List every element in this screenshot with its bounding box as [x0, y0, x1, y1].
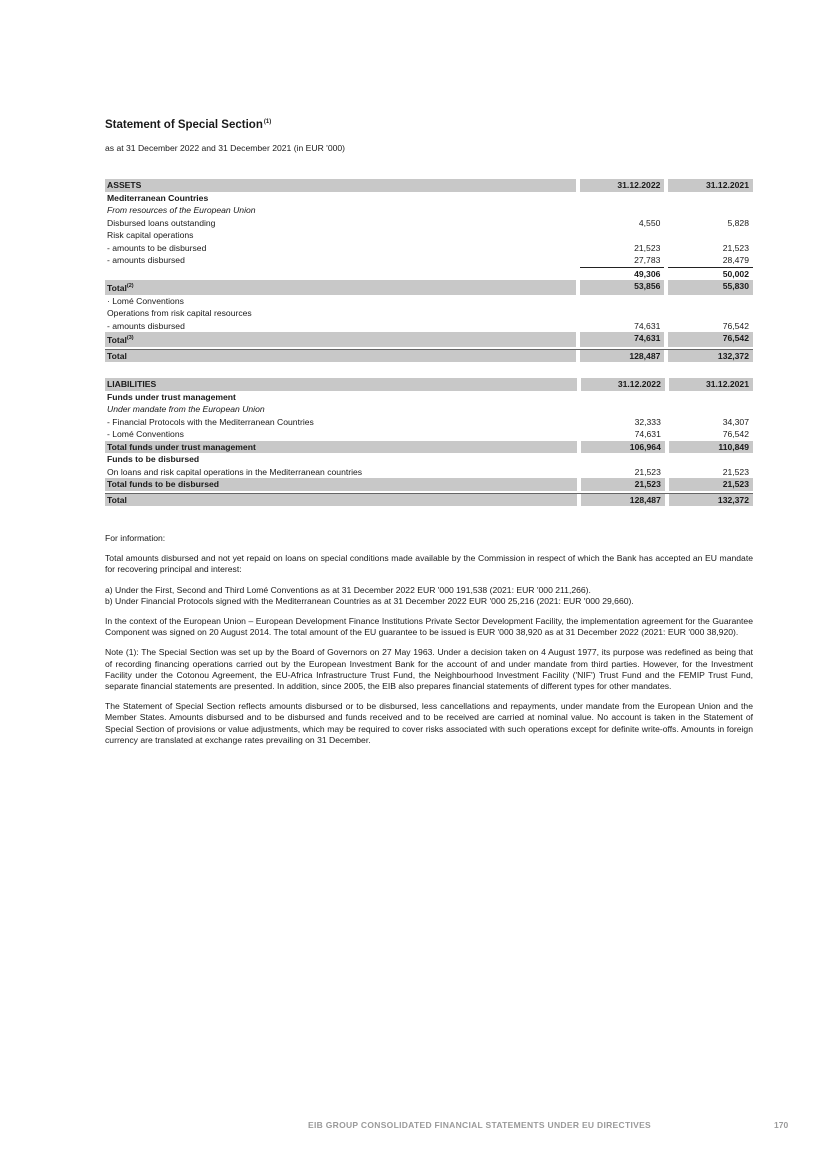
liabilities-row-label: - Lomé Conventions	[107, 429, 184, 439]
assets-row	[105, 295, 753, 308]
footer-title: EIB GROUP CONSOLIDATED FINANCIAL STATEMENTS UNDER EU DIRECTIVES	[308, 1120, 652, 1130]
assets-row-label: From resources of the European Union	[107, 205, 256, 215]
assets-row-value: 53,856	[580, 280, 665, 295]
assets-row-value	[580, 192, 665, 205]
note-text: The Statement of Special Section reflects amounts disbursed or to be disbursed, less cancellations and repayments, under mandate from the European Union and the Member States. Amounts disbursed and to be disbursed and funds received and to be received are carried at nominal value. No account is taken in the Statement of Special Section of provisions or value adjustments, which may be required to cover risks associated with such operations except for definite write-offs. Amounts in foreign currency are translated at exchange rates prevailing on 31 December.	[105, 701, 753, 745]
note-text: For information:	[105, 533, 166, 543]
liabilities-row-value: 21,523	[669, 478, 753, 491]
liabilities-row-label: Total funds to be disbursed	[105, 478, 577, 491]
assets-row	[105, 280, 753, 295]
liabilities-row-label: Total	[105, 493, 577, 506]
assets-row-value	[580, 307, 665, 320]
assets-row	[105, 242, 753, 255]
liabilities-row-label: On loans and risk capital operations in the Mediterranean countries	[107, 466, 363, 477]
note-text: Note (1): The Special Section was set up by the Board of Governors on 27 May 1963. Under a decision taken on 4 August 1977, its purpose was redefined as being that of recording financing operations carried out by the European Investment Bank for the account of and under mandate from third parties. However, for the Investment Facility under the Cotonou Agreement, the EU-Africa Infrastructure Trust Fund, the Neighbourhood Investment Facility ('NIF') Trust Fund and the FEMIP Trust Fund, separate financial statements are presented. In addition, since 2005, the EIB also prepares financial statements of different types for other mandates.	[105, 647, 753, 692]
assets-row	[105, 254, 753, 267]
assets-row-label: · Lomé Conventions	[107, 295, 184, 306]
assets-row-value: 4,550	[638, 217, 661, 228]
assets-row-value	[668, 295, 753, 308]
liabilities-row-value: 34,307	[722, 416, 749, 427]
assets-row-value: 28,479	[668, 254, 753, 267]
liabilities-row-value	[669, 403, 753, 416]
assets-row-label: Total	[105, 349, 576, 362]
liabilities-row-value: 21,523	[722, 466, 749, 477]
assets-row-value	[668, 307, 753, 320]
liabilities-row-label: Total funds under trust management	[105, 441, 577, 454]
note-text: Total amounts disbursed and not yet repaid on loans on special conditions made available by the Commission in respect of which the Bank has accepted an EU mandate for recovering principal and interest:	[105, 553, 753, 575]
liabilities-row-value: 74,631	[634, 429, 661, 439]
assets-row-label: Disbursed loans outstanding	[107, 217, 216, 228]
assets-row	[105, 307, 753, 320]
liabilities-row-value	[581, 391, 665, 404]
assets-row	[105, 204, 753, 217]
note-paragraph	[105, 616, 753, 638]
liabilities-table	[105, 378, 753, 506]
assets-row-value: 76,542	[668, 332, 753, 347]
assets-row	[105, 349, 753, 362]
liabilities-row	[105, 391, 753, 404]
note-paragraph	[105, 553, 753, 575]
liabilities-row-value	[581, 453, 665, 466]
assets-row-value: 55,830	[668, 280, 753, 295]
liabilities-row-label: Funds under trust management	[107, 391, 236, 402]
assets-row	[105, 332, 753, 347]
liabilities-row-label: Funds to be disbursed	[107, 454, 200, 464]
note-paragraph	[105, 647, 753, 692]
assets-row-label: Total$^{(3)}$	[105, 332, 576, 347]
assets-row	[105, 192, 753, 205]
assets-row	[105, 229, 753, 242]
page-number: 170	[774, 1120, 789, 1130]
note-text: a) Under the First, Second and Third Lomé Conventions as at 31 December 2022 EUR '000 191,538 (2021: EUR '000 211,266).	[105, 584, 591, 595]
assets-row-value: 5,828	[727, 217, 749, 228]
assets-row	[105, 267, 753, 280]
liabilities-row-value: 132,372	[669, 493, 753, 506]
assets-row-value	[668, 229, 753, 242]
liabilities-header-row	[105, 378, 753, 391]
liabilities-row-value: 128,487	[581, 493, 665, 506]
assets-header-cell: 31.12.2022	[580, 179, 665, 192]
assets-row-value	[580, 295, 665, 308]
liabilities-row-label: Under mandate from the European Union	[107, 404, 265, 414]
assets-row-value: 49,306	[634, 268, 661, 279]
note-paragraph	[105, 701, 753, 746]
assets-row	[105, 217, 753, 230]
liabilities-row	[105, 416, 753, 429]
liabilities-row-value: 106,964	[581, 441, 665, 454]
liabilities-header-cell: LIABILITIES	[105, 378, 577, 391]
liabilities-header-cell: 31.12.2022	[581, 378, 665, 391]
assets-row-value: 74,631	[580, 332, 665, 347]
assets-row-value	[668, 192, 753, 205]
liabilities-row-value: 21,523	[634, 466, 661, 477]
page-subtitle: as at 31 December 2022 and 31 December 2021 (in EUR '000)	[105, 143, 346, 153]
liabilities-header-cell: 31.12.2021	[669, 378, 753, 391]
note-text: b) Under Financial Protocols signed with the Mediterranean Countries as at 31 December 2022 EUR '000 25,216 (2021: EUR '000 29,660).	[105, 595, 634, 606]
assets-row-value	[668, 204, 753, 217]
assets-row-label: Mediterranean Countries	[107, 192, 209, 203]
liabilities-row-value	[669, 391, 753, 404]
liabilities-row	[105, 493, 753, 506]
liabilities-row-value	[669, 453, 753, 466]
liabilities-row-value: 21,523	[581, 478, 665, 491]
liabilities-row-value: 110,849	[669, 441, 753, 454]
liabilities-row-value: 76,542	[722, 429, 749, 439]
assets-row-value: 132,372	[668, 349, 753, 362]
notes-section	[105, 533, 753, 755]
assets-row-label: Total$^{(2)}$	[105, 280, 576, 295]
assets-header-cell: 31.12.2021	[668, 179, 753, 192]
assets-header-row	[105, 179, 753, 192]
assets-row-label: - amounts disbursed	[107, 255, 185, 265]
assets-row-value	[580, 204, 665, 217]
assets-row-value: 74,631	[634, 320, 661, 331]
note-text: In the context of the European Union – European Development Finance Institutions Private Sector Development Facility, the implementation agreement for the Guarantee Component was signed on 20 August 2014. The total amount of the EU guarantee to be issued is EUR '000 38,920 as at 31 December 2022 (2021: EUR '000 38,920).	[105, 616, 753, 638]
liabilities-row	[105, 466, 753, 479]
page-title: Statement of Special Section$^{(1)}$	[105, 119, 272, 131]
liabilities-row	[105, 453, 753, 466]
liabilities-row-label: - Financial Protocols with the Mediterranean Countries	[107, 416, 314, 427]
liabilities-row	[105, 441, 753, 454]
liabilities-row-value: 32,333	[634, 416, 661, 427]
assets-row-value	[580, 229, 665, 242]
assets-row-value: 21,523	[634, 242, 661, 253]
assets-table	[105, 179, 753, 362]
liabilities-row	[105, 403, 753, 416]
assets-row-value: 50,002	[722, 268, 749, 279]
liabilities-row	[105, 428, 753, 441]
assets-row-label: Operations from risk capital resources	[107, 308, 252, 318]
liabilities-row	[105, 478, 753, 491]
note-paragraph	[105, 533, 753, 544]
assets-row-value: 21,523	[722, 242, 749, 253]
assets-row-label: - amounts disbursed	[107, 320, 185, 331]
note-paragraph	[105, 585, 753, 607]
liabilities-row-value	[581, 403, 665, 416]
assets-row-value: 27,783	[580, 254, 665, 267]
assets-row-label: Risk capital operations	[107, 230, 194, 240]
assets-header-cell: ASSETS	[105, 179, 576, 192]
assets-row-label	[105, 267, 576, 280]
assets-row-value: 128,487	[580, 349, 665, 362]
assets-row-label: - amounts to be disbursed	[107, 242, 207, 253]
assets-row	[105, 320, 753, 333]
assets-row-value: 76,542	[722, 320, 749, 331]
